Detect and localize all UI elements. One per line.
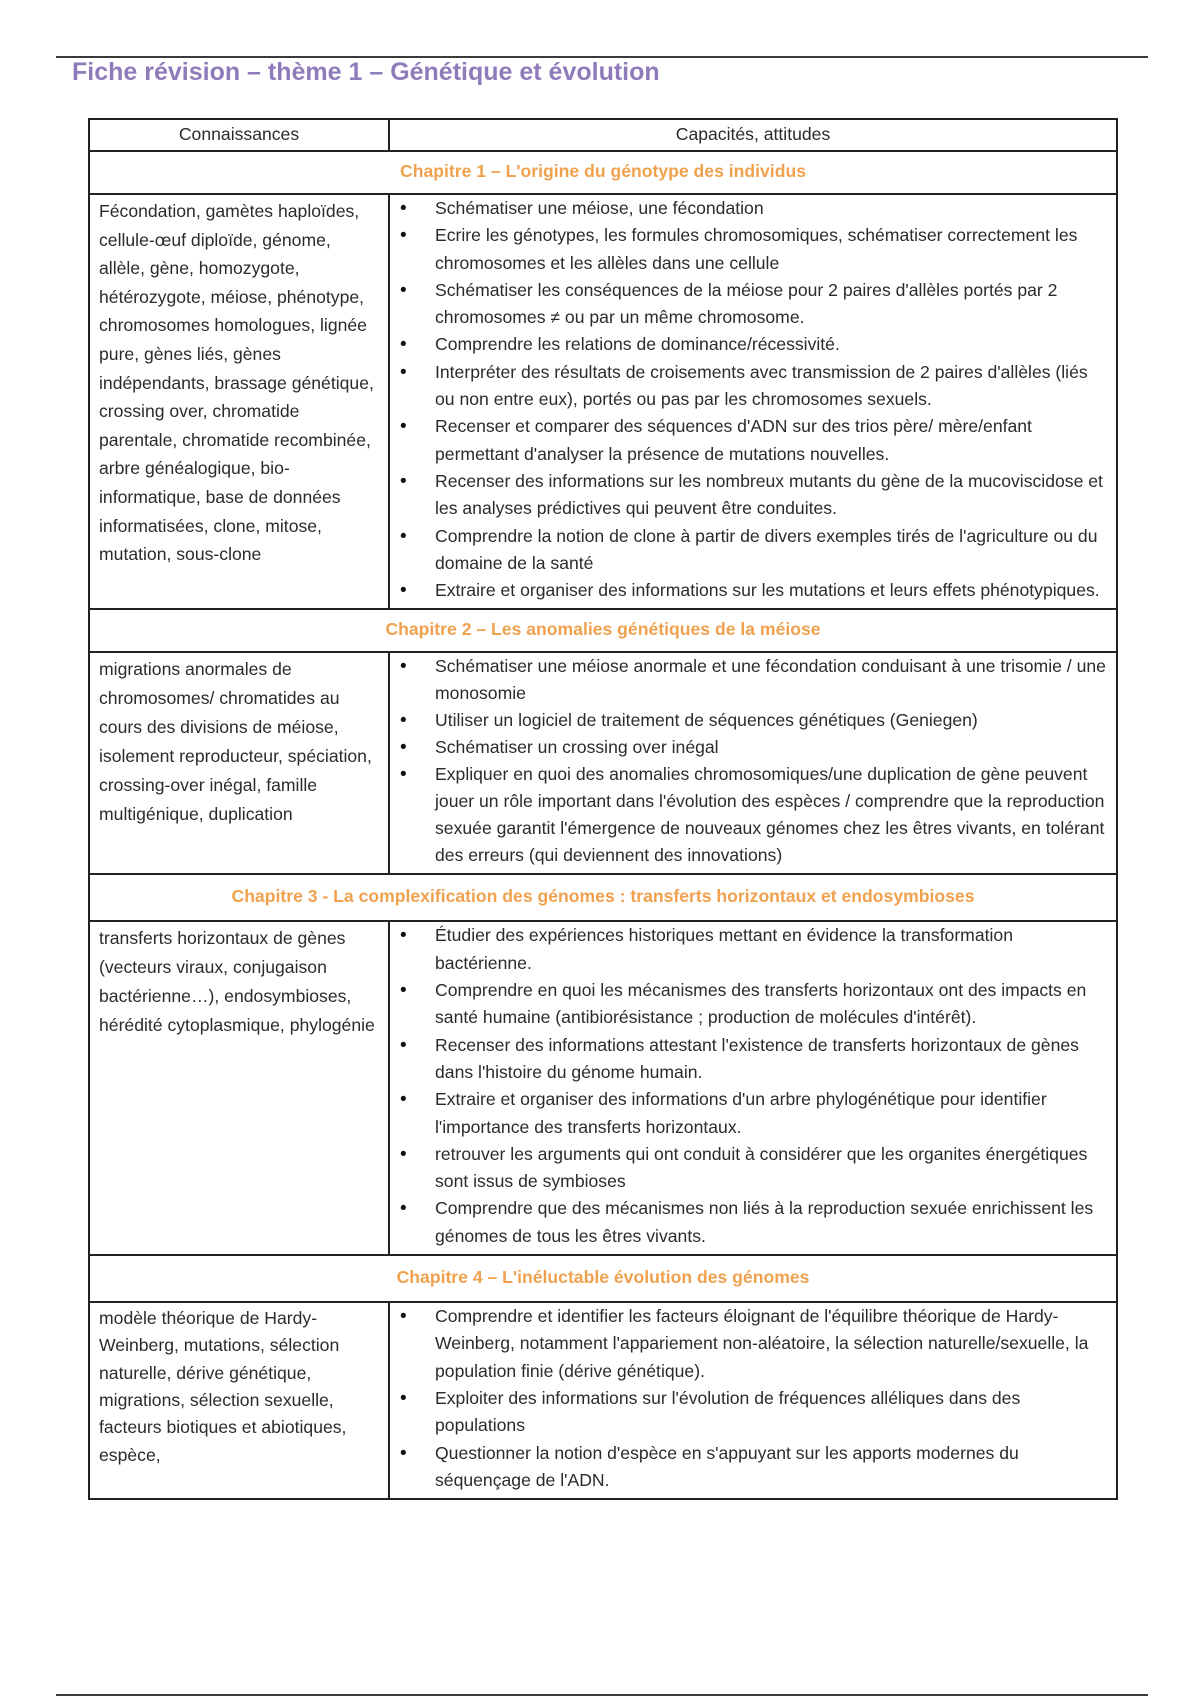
skill-item: • Comprendre et identifier les facteurs éloignant de l'équilibre théorique de Hardy-Weinberg, notamment l'appariement non-aléatoire, la sélection naturelle/sexuelle, la population finie (dérive génétique). xyxy=(390,1303,1108,1385)
chapter-1-title: Chapitre 1 – L'origine du génotype des individus xyxy=(89,151,1117,194)
skill-item: • Schématiser les conséquences de la méiose pour 2 paires d'allèles portés par 2 chromosomes ≠ ou par un même chromosome. xyxy=(390,277,1108,332)
bottom-rule xyxy=(56,1694,1148,1696)
skill-item: • Schématiser un crossing over inégal xyxy=(390,734,1108,761)
header-row xyxy=(89,119,1117,151)
chapter-3-title: Chapitre 3 - La complexification des génomes : transferts horizontaux et endosymbioses xyxy=(89,874,1117,921)
skill-item: • Recenser et comparer des séquences d'ADN sur des trios père/ mère/enfant permettant d'analyser la présence de mutations nouvelles. xyxy=(390,413,1108,468)
skill-item: • Comprendre en quoi les mécanismes des transferts horizontaux ont des impacts en santé humaine (antibiorésistance ; production de molécules d'intérêt). xyxy=(390,977,1108,1032)
chapter-3-title-row xyxy=(89,874,1117,921)
chapter-2-knowledge: migrations anormales de chromosomes/ chromatides au cours des divisions de méiose, isolement reproducteur, spéciation, crossing-over inégal, famille multigénique, duplication xyxy=(89,652,389,874)
chapter-4-title: Chapitre 4 – L'inéluctable évolution des génomes xyxy=(89,1255,1117,1302)
chapter-2-title-row xyxy=(89,609,1117,652)
skill-item: • Utiliser un logiciel de traitement de séquences génétiques (Geniegen) xyxy=(390,707,1108,734)
skill-item: • Étudier des expériences historiques mettant en évidence la transformation bactérienne. xyxy=(390,922,1108,977)
skill-item: • Extraire et organiser des informations sur les mutations et leurs effets phénotypiques. xyxy=(390,577,1108,604)
chapter-4-content-row xyxy=(89,1302,1117,1499)
header-knowledge: Connaissances xyxy=(89,119,389,151)
chapter-3-content-row xyxy=(89,921,1117,1255)
skill-item: • Schématiser une méiose anormale et une fécondation conduisant à une trisomie / une monosomie xyxy=(390,653,1108,707)
skill-item: • Recenser des informations attestant l'existence de transferts horizontaux de gènes dans l'histoire du génome humain. xyxy=(390,1032,1108,1087)
skill-item: • Schématiser une méiose, une fécondation xyxy=(390,195,1108,222)
skill-item: • retrouver les arguments qui ont conduit à considérer que les organites énergétiques sont issus de symbioses xyxy=(390,1141,1108,1196)
chapter-2-title: Chapitre 2 – Les anomalies génétiques de la méiose xyxy=(89,609,1117,652)
skill-item: • Questionner la notion d'espèce en s'appuyant sur les apports modernes du séquençage de l'ADN. xyxy=(390,1440,1108,1495)
skill-item: • Interpréter des résultats de croisements avec transmission de 2 paires d'allèles (liés ou non entre eux), portés ou pas par les chromosomes sexuels. xyxy=(390,359,1108,414)
skill-item: • Recenser des informations sur les nombreux mutants du gène de la mucoviscidose et les analyses prédictives qui peuvent être conduites. xyxy=(390,468,1108,523)
header-skills: Capacités, attitudes xyxy=(389,119,1117,151)
chapter-4-skills xyxy=(389,1302,1117,1499)
chapter-3-skills xyxy=(389,921,1117,1255)
chapter-4-knowledge: modèle théorique de Hardy-Weinberg, mutations, sélection naturelle, dérive génétique, migrations, sélection sexuelle, facteurs biotiques et abiotiques, espèce, xyxy=(89,1302,389,1499)
skill-item: • Comprendre que des mécanismes non liés à la reproduction sexuée enrichissent les génomes de tous les êtres vivants. xyxy=(390,1195,1108,1250)
chapter-1-content-row xyxy=(89,194,1117,609)
skill-item: • Ecrire les génotypes, les formules chromosomiques, schématiser correctement les chromosomes et les allèles dans une cellule xyxy=(390,222,1108,277)
skill-item: • Comprendre la notion de clone à partir de divers exemples tirés de l'agriculture ou du domaine de la santé xyxy=(390,523,1108,578)
skill-item: • Exploiter des informations sur l'évolution de fréquences alléliques dans des populations xyxy=(390,1385,1108,1440)
chapter-3-knowledge: transferts horizontaux de gènes (vecteurs viraux, conjugaison bactérienne…), endosymbioses, hérédité cytoplasmique, phylogénie xyxy=(89,921,389,1255)
chapter-1-skills xyxy=(389,194,1117,609)
chapter-1-knowledge: Fécondation, gamètes haploïdes, cellule-œuf diploïde, génome, allèle, gène, homozygote, hétérozygote, méiose, phénotype, chromosomes homologues, lignée pure, gènes liés, gènes indépendants, brassage génétique, crossing over, chromatide parentale, chromatide recombinée, arbre généalogique, bio-informatique, base de données informatisées, clone, mitose, mutation, sous-clone xyxy=(89,194,389,609)
skill-item: • Expliquer en quoi des anomalies chromosomiques/une duplication de gène peuvent jouer un rôle important dans l'évolution des espèces / comprendre que la reproduction sexuée garantit l'émergence de nouveaux génomes chez les êtres vivants, en tolérant des erreurs (qui deviennent des innovations) xyxy=(390,761,1108,869)
page-title: Fiche révision – thème 1 – Génétique et évolution xyxy=(72,58,660,86)
revision-table xyxy=(88,118,1118,1500)
chapter-2-content-row xyxy=(89,652,1117,874)
chapter-4-title-row xyxy=(89,1255,1117,1302)
chapter-1-title-row xyxy=(89,151,1117,194)
skill-item: • Extraire et organiser des informations d'un arbre phylogénétique pour identifier l'importance des transferts horizontaux. xyxy=(390,1086,1108,1141)
chapter-2-skills xyxy=(389,652,1117,874)
skill-item: • Comprendre les relations de dominance/récessivité. xyxy=(390,331,1108,358)
